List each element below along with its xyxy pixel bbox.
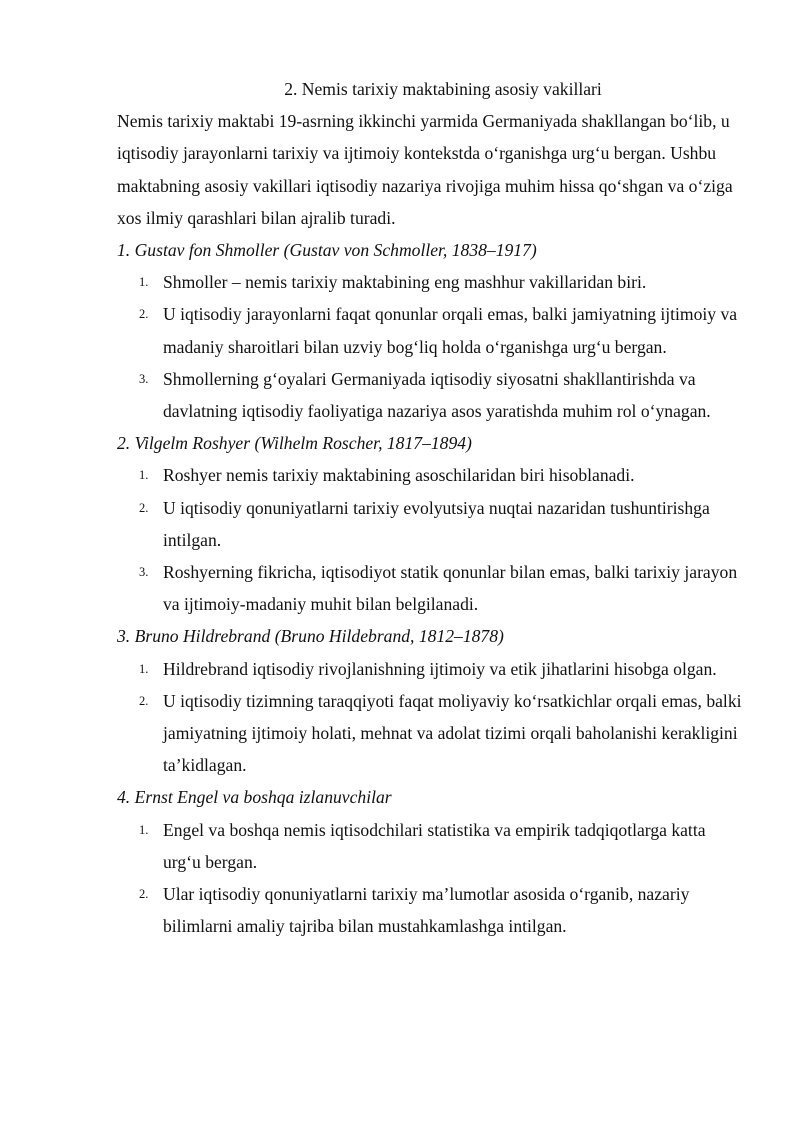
item-number: 2. — [139, 500, 149, 515]
item-number: 1. — [139, 468, 149, 483]
list-item — [117, 492, 747, 556]
intro-paragraph: Nemis tarixiy maktabi 19-asrning ikkinchi yarmida Germaniyada shakllangan bo‘lib, u iqtisodiy jarayonlarni tarixiy va ijtimoiy kontekstda o‘rganishga urg‘u bergan. Ushbu maktabning asosiy vakillari iqtisodiy nazariya rivojiga muhim hissa qo‘shgan va o‘ziga xos ilmiy qarashlari bilan ajralib turadi. — [117, 111, 733, 228]
item-text: Roshyerning fikricha, iqtisodiyot statik qonunlar bilan emas, balki tarixiy jarayon va ijtimoiy-madaniy muhit bilan belgilanadi. — [163, 562, 738, 615]
item-text: Engel va boshqa nemis iqtisodchilari statistika va empirik tadqiqotlarga katta urg‘u bergan. — [163, 819, 706, 872]
list-item — [117, 653, 747, 685]
section-roscher — [117, 427, 747, 620]
item-number: 1. — [139, 275, 149, 290]
list-item — [117, 685, 747, 782]
list-item — [117, 298, 747, 362]
section-heading: 3. Bruno Hildrebrand (Bruno Hildebrand, 1812–1878) — [117, 626, 504, 647]
item-text: Hildrebrand iqtisodiy rivojlanishning ijtimoiy va etik jihatlarini hisobga olgan. — [163, 658, 717, 679]
list-item — [117, 814, 747, 878]
section-engel — [117, 781, 747, 942]
list-item — [117, 878, 747, 942]
item-text: Roshyer nemis tarixiy maktabining asoschilaridan biri hisoblanadi. — [163, 465, 635, 486]
item-list — [117, 459, 747, 620]
item-list — [117, 653, 747, 782]
list-item — [117, 459, 747, 491]
item-list — [117, 266, 747, 427]
item-number: 1. — [139, 661, 149, 676]
list-item — [117, 266, 747, 298]
section-heading: 1. Gustav fon Shmoller (Gustav von Schmoller, 1838–1917) — [117, 240, 537, 261]
item-text: U iqtisodiy qonuniyatlarni tarixiy evolyutsiya nuqtai nazaridan tushuntirishga intilgan. — [163, 497, 710, 550]
item-number: 2. — [139, 887, 149, 902]
item-text: Shmoller – nemis tarixiy maktabining eng mashhur vakillaridan biri. — [163, 272, 647, 293]
item-number: 2. — [139, 307, 149, 322]
section-heading: 2. Vilgelm Roshyer (Wilhelm Roscher, 1817–1894) — [117, 433, 472, 454]
item-number: 3. — [139, 565, 149, 580]
section-schmoller — [117, 234, 747, 427]
section-heading: 4. Ernst Engel va boshqa izlanuvchilar — [117, 787, 392, 808]
item-text: U iqtisodiy tizimning taraqqiyoti faqat moliyaviy ko‘rsatkichlar orqali emas, balki jamiyatning ijtimoiy holati, mehnat va adolat tizimi orqali baholanishi kerakligini ta’kidlagan. — [163, 690, 742, 776]
item-text: U iqtisodiy jarayonlarni faqat qonunlar orqali emas, balki jamiyatning ijtimoiy va madaniy sharoitlari bilan uzviy bog‘liq holda o‘rganishga urg‘u bergan. — [163, 304, 738, 357]
item-list — [117, 814, 747, 943]
item-number: 3. — [139, 371, 149, 386]
section-hildebrand — [117, 620, 747, 781]
item-text: Ular iqtisodiy qonuniyatlarni tarixiy ma’lumotlar asosida o‘rganib, nazariy bilimlarni amaliy tajriba bilan mustahkamlashga intilgan. — [163, 884, 690, 937]
list-item — [117, 556, 747, 620]
item-text: Shmollerning g‘oyalari Germaniyada iqtisodiy siyosatni shakllantirishda va davlatning iqtisodiy faoliyatiga nazariya asos yaratishda muhim rol o‘ynagan. — [163, 368, 711, 422]
item-number: 1. — [139, 822, 149, 837]
item-number: 2. — [139, 693, 149, 708]
list-item — [117, 363, 747, 427]
document-page — [117, 73, 747, 942]
document-title: 2. Nemis tarixiy maktabining asosiy vakillari — [284, 79, 602, 99]
